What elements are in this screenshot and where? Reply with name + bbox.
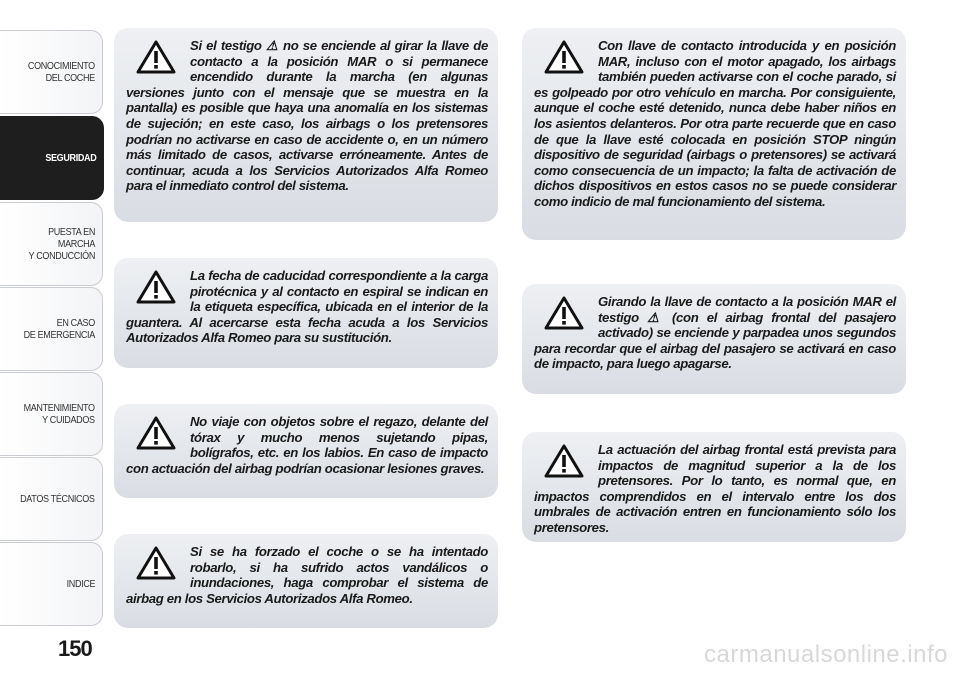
warning-box	[114, 258, 498, 368]
watermark: carmanualsonline.info	[704, 641, 948, 668]
warning-triangle-icon	[544, 444, 584, 478]
tab-label: INDICE	[66, 578, 95, 590]
warning-text: Si se ha forzado el coche o se ha intentado robarlo, si ha sufrido actos vandálicos o inundaciones, haga comprobar el sistema de airbag en los Servicios Autorizados Alfa Romeo.	[126, 544, 488, 606]
tab-en-caso-de-emergencia[interactable]	[0, 287, 103, 371]
tab-mantenimiento[interactable]	[0, 372, 103, 456]
tab-puesta-en-marcha[interactable]	[0, 202, 103, 286]
warning-box	[114, 28, 498, 222]
warning-box	[114, 404, 498, 498]
warning-triangle-icon	[136, 40, 176, 74]
warning-triangle-icon	[136, 270, 176, 304]
tab-datos-tecnicos[interactable]	[0, 457, 103, 541]
warning-triangle-icon	[544, 40, 584, 74]
tab-seguridad[interactable]	[0, 116, 104, 200]
warning-triangle-icon	[136, 546, 176, 580]
page-number: 150	[58, 636, 92, 661]
tab-label: CONOCIMIENTO DEL COCHE	[28, 60, 95, 84]
warning-text: Si el testigo ⚠ no se enciende al girar la llave de contacto a la posición MAR o si permanece encendido durante la marcha (en algunas versiones junto con el mensaje que se muestra en la pantalla) es posible que haya una anomalía en los sistemas de sujeción; en este caso, los airbags o los pretensores podrían no activarse en caso de accidente o, en un número más limitado de casos, activarse erróneamente. Antes de continuar, acuda a los Servicios Autorizados Alfa Romeo para el inmediato control del sistema.	[126, 38, 488, 194]
tab-indice[interactable]	[0, 542, 103, 626]
warning-text: La fecha de caducidad correspondiente a la carga pirotécnica y al contacto en espiral se indican en la etiqueta específica, ubicada en el interior de la guantera. Al acercarse esta fecha acuda a los Servicios Autorizados Alfa Romeo para su sustitución.	[126, 268, 488, 346]
tab-conocimiento-del-coche[interactable]	[0, 30, 103, 114]
warning-text: Con llave de contacto introducida y en posición MAR, incluso con el motor apagado, los airbags también pueden activarse con el coche parado, si es golpeado por otro vehículo en marcha. Por consiguiente, aunque el coche esté detenido, nunca debe haber niños en los asientos delanteros. Por otra parte recuerde que en caso de que la llave esté colocada en posición STOP ningún dispositivo de seguridad (airbags o pretensores) se activará como consecuencia de un impacto; la falta de activación de dichos dispositivos en estos casos no se puede considerar como indicio de mal funcionamiento del sistema.	[534, 38, 896, 209]
warning-text: Girando la llave de contacto a la posición MAR el testigo ⚠ (con el airbag frontal del pasajero activado) se enciende y parpadea unos segundos para recordar que el airbag del pasajero se activará en caso de impacto, para luego apagarse.	[534, 294, 896, 372]
warning-text: No viaje con objetos sobre el regazo, delante del tórax y mucho menos sujetando pipas, bolígrafos, etc. en los labios. En caso de impacto con actuación del airbag podrían ocasionar lesiones graves.	[126, 414, 488, 476]
warning-triangle-icon	[544, 296, 584, 330]
warning-triangle-icon	[136, 416, 176, 450]
tab-label: MANTENIMIENTO Y CUIDADOS	[23, 402, 95, 426]
warning-text: La actuación del airbag frontal está prevista para impactos de magnitud superior a la de los pretensores. Por lo tanto, es normal que, en impactos comprendidos en el intervalo entre los dos umbrales de activación entren en funcionamiento sólo los pretensores.	[534, 442, 896, 535]
warning-box	[522, 28, 906, 240]
warning-box	[114, 534, 498, 628]
tab-label: PUESTA EN MARCHA Y CONDUCCIÓN	[28, 226, 95, 262]
tab-label: EN CASO DE EMERGENCIA	[23, 317, 95, 341]
tab-label: SEGURIDAD	[44, 152, 96, 164]
tab-label: DATOS TÉCNICOS	[20, 493, 95, 505]
warning-box	[522, 432, 906, 542]
warning-box	[522, 284, 906, 394]
